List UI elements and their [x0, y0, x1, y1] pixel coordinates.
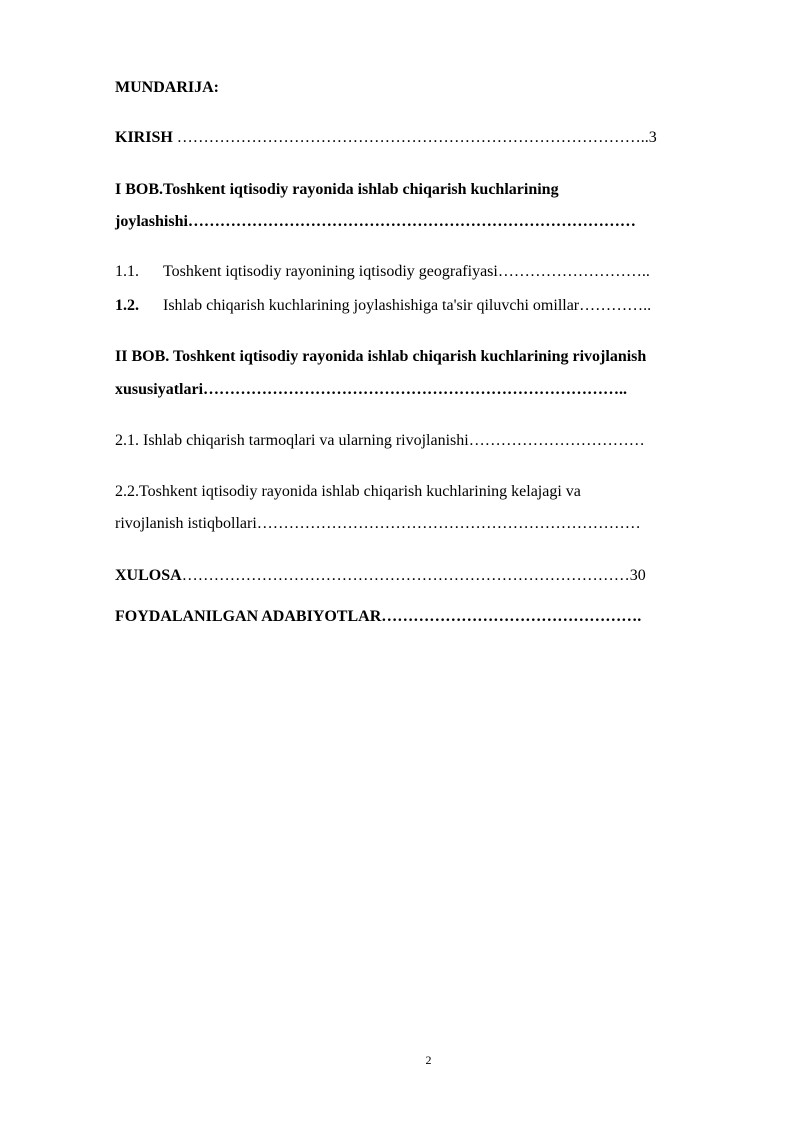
- toc-heading: MUNDARIJA:: [115, 79, 219, 96]
- toc-section-1-2[interactable]: [115, 296, 651, 316]
- toc-chapter-1-line1[interactable]: I BOB.Toshkent iqtisodiy rayonida ishlab chiqarish kuchlarining: [115, 181, 559, 198]
- toc-chapter-1-line2[interactable]: joylashishi…………………………………………………………………………: [115, 213, 636, 230]
- toc-entry-kirish[interactable]: [115, 128, 657, 148]
- page-number: 2: [425, 1053, 432, 1067]
- toc-entry-adabiyotlar-title: FOYDALANILGAN ADABIYOTLAR: [115, 608, 382, 625]
- toc-chapter-2-line1[interactable]: II BOB. Toshkent iqtisodiy rayonida ishlab chiqarish kuchlarining rivojlanish: [115, 348, 647, 365]
- toc-section-title: Ishlab chiqarish kuchlarining joylashishiga ta'sir qiluvchi omillar…………..: [163, 297, 652, 314]
- toc-entry-adabiyotlar[interactable]: [115, 607, 641, 627]
- toc-dots: ……………………………………………………………………………..: [172, 129, 649, 146]
- toc-section-number: 1.2.: [115, 297, 139, 314]
- toc-dots: …………………………………………………………………………: [181, 567, 630, 584]
- toc-page-number: 3: [648, 129, 657, 146]
- toc-entry-xulosa[interactable]: [115, 566, 646, 586]
- toc-section-2-1[interactable]: 2.1. Ishlab chiqarish tarmoqlari va ularning rivojlanishi……………………………: [115, 432, 645, 449]
- toc-page-number: 30: [629, 567, 646, 584]
- toc-entry-kirish-title: KIRISH: [115, 129, 173, 146]
- toc-section-title: Toshkent iqtisodiy rayonining iqtisodiy geografiyasi………………………..: [163, 263, 650, 280]
- toc-section-2-2-line2[interactable]: rivojlanish istiqbollari………………………………………………………………: [115, 515, 641, 532]
- toc-section-number: 1.1.: [115, 263, 139, 280]
- toc-section-2-2-line1[interactable]: 2.2.Toshkent iqtisodiy rayonida ishlab chiqarish kuchlarining kelajagi va: [115, 483, 581, 500]
- toc-entry-xulosa-title: XULOSA: [115, 567, 182, 584]
- toc-dots: ………………………………………….: [381, 608, 642, 625]
- toc-section-1-1[interactable]: [115, 262, 650, 282]
- toc-chapter-2-line2[interactable]: xususiyatlari……………………………………………………………………..: [115, 381, 628, 398]
